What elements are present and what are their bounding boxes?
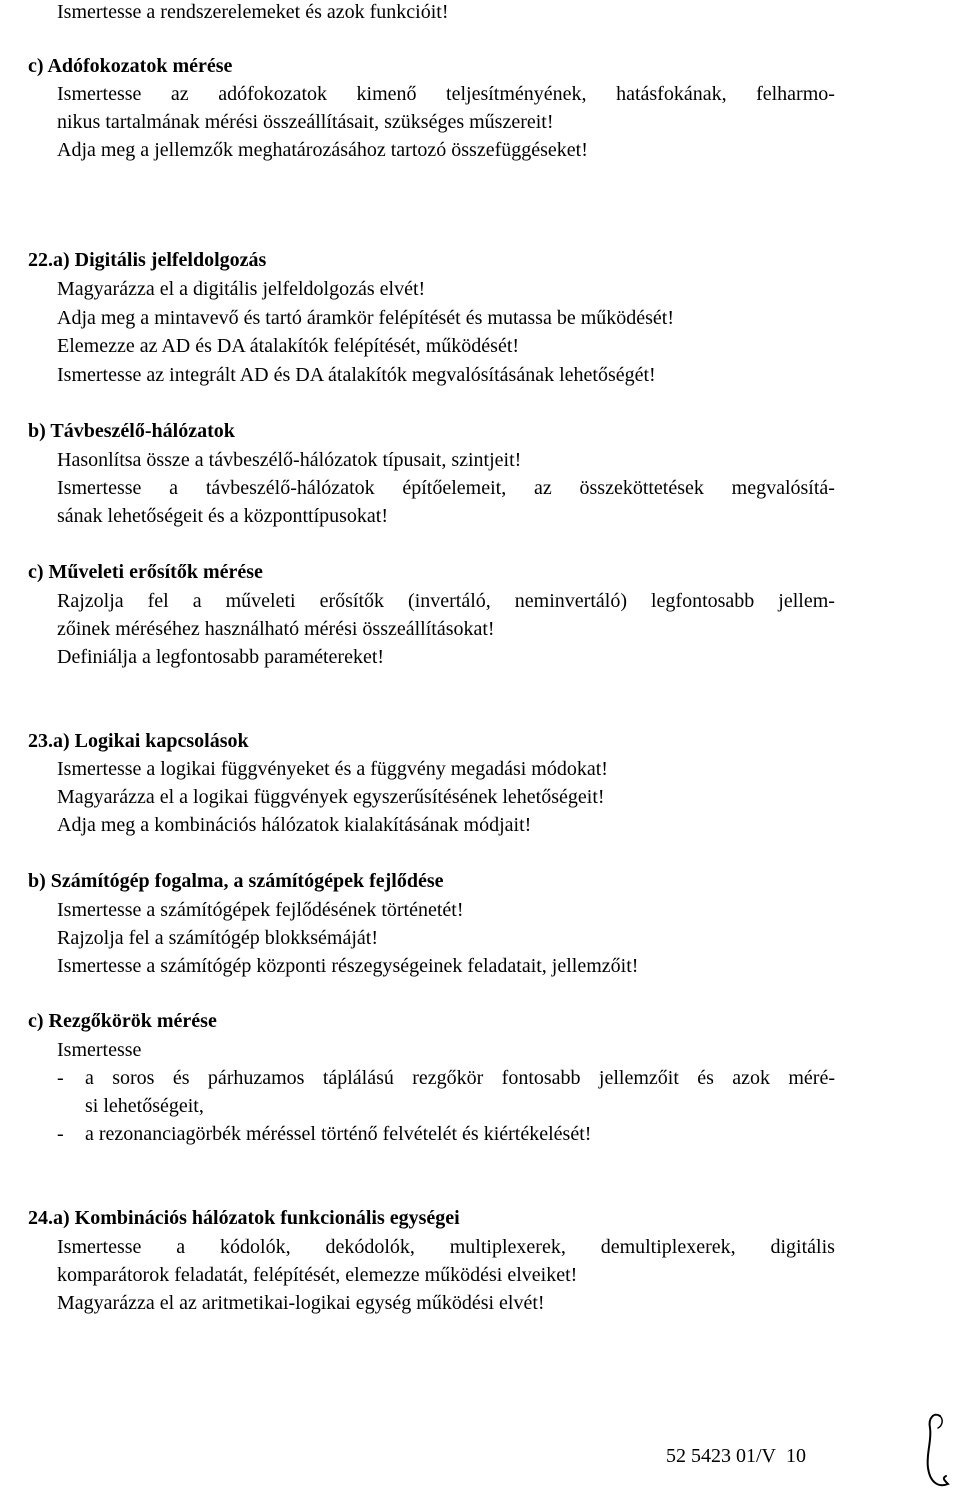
word: kódolók, [220,1236,291,1258]
q21c-line1 [57,82,835,106]
word: Ismertesse [57,83,142,105]
q22a-line: Elemezze az AD és DA átalakítók felépítését, működését! [57,335,520,357]
word: építőelemeit, [402,477,507,499]
q21c-line3: Adja meg a jellemzők meghatározásához tartozó összefüggéseket! [57,139,588,161]
q23c-item2: a rezonanciagörbék méréssel történő felvételét és kiértékelését! [85,1123,592,1145]
q24a-title: Kombinációs hálózatok funkcionális egységei [74,1207,460,1229]
word: jellemzőit [598,1067,679,1089]
q23c-intro: Ismertesse [57,1039,142,1061]
word: digitális [770,1236,835,1258]
q23a-label: 23.a) [28,730,75,752]
word: hatásfokának, [616,83,727,105]
word: táplálású [322,1067,394,1089]
q23c-title: Rezgőkörök mérése [48,1010,217,1032]
q23c-item1-line1 [85,1066,835,1090]
q23c-label: c) [28,1010,49,1032]
q22c-line2: zőinek méréséhez használható mérési összeállításokat! [57,618,495,640]
q21c-label: c) [28,55,48,77]
q22c-heading [28,560,263,584]
q23c-heading [28,1009,217,1033]
q22c-label: c) [28,561,49,583]
q22c-line3: Definiálja a legfontosabb paramétereket! [57,646,385,668]
q23b-title: Számítógép fogalma, a számítógépek fejlődése [50,870,444,892]
word: legfontosabb [650,590,755,612]
word: Rajzolja [57,590,124,612]
q22a-line: Adja meg a mintavevő és tartó áramkör felépítését és mutassa be működését! [57,307,675,329]
q23b-label: b) [28,870,51,892]
signature-mark [918,1410,958,1490]
q23a-line: Ismertesse a logikai függvényeket és a függvény megadási módokat! [57,758,608,780]
q22a-line: Ismertesse az integrált AD és DA átalakítók megvalósításának lehetőségét! [57,364,656,386]
list-dash: - [57,1123,64,1145]
word: neminvertáló) [514,590,627,612]
word: a [85,1067,94,1089]
q24a-line2: komparátorok feladatát, felépítését, elemezze működési elveiket! [57,1264,578,1286]
word: adófokozatok [218,83,328,105]
word: a [169,477,179,499]
word: és [697,1067,714,1089]
word: megvalósítá- [731,477,835,499]
q23b-line: Ismertesse a számítógépek fejlődésének történetét! [57,899,464,921]
q23a-line: Magyarázza el a logikai függvények egyszerűsítésének lehetőségeit! [57,786,605,808]
q22b-line1: Hasonlítsa össze a távbeszélő-hálózatok típusait, szintjeit! [57,449,522,471]
q24a-label: 24.a) [28,1207,75,1229]
q22c-title: Műveleti erősítők mérése [48,561,263,583]
q22b-heading [28,419,235,443]
q22c-line1 [57,589,835,613]
word: azok [732,1067,771,1089]
q24a-heading [28,1206,460,1230]
q23a-line: Adja meg a kombinációs hálózatok kialakításának módjait! [57,814,532,836]
word: jellem- [778,590,835,612]
word: párhuzamos [207,1067,305,1089]
word: összeköttetések [579,477,704,499]
word: soros [112,1067,155,1089]
q24a-line1 [57,1235,835,1259]
q22a-title: Digitális jelfeldolgozás [74,249,267,271]
page-footer [666,1444,806,1468]
word: felharmo- [756,83,835,105]
word: teljesítményének, [446,83,587,105]
word: méré- [788,1067,835,1089]
document-code: 52 5423 01/V [666,1445,776,1467]
q22a-heading [28,248,266,272]
word: és [172,1067,190,1089]
word: demultiplexerek, [600,1236,736,1258]
q24a-line3: Magyarázza el az aritmetikai-logikai egység működési elvét! [57,1292,545,1314]
word: erősítők [319,590,385,612]
q21c-heading [28,54,232,78]
top-line: Ismertesse a rendszerelemeket és azok funkcióit! [57,1,449,23]
q22b-label: b) [28,420,51,442]
list-dash: - [57,1067,64,1089]
page-number: 10 [786,1445,806,1467]
word: multiplexerek, [449,1236,566,1258]
q22b-line2 [57,476,835,500]
word: dekódolók, [325,1236,415,1258]
q23b-heading [28,869,444,893]
word: fontosabb [501,1067,581,1089]
word: kimenő [356,83,417,105]
word: az [170,83,189,105]
word: Ismertesse [57,477,142,499]
word: (invertáló, [408,590,491,612]
q21c-line2: nikus tartalmának mérési összeállításait, szükséges műszereit! [57,111,554,133]
word: műveleti [225,590,296,612]
q22a-line: Magyarázza el a digitális jelfeldolgozás elvét! [57,278,426,300]
word: távbeszélő-hálózatok [205,477,375,499]
word: rezgőkör [412,1067,484,1089]
q23a-heading [28,729,249,753]
q23b-line: Rajzolja fel a számítógép blokksémáját! [57,927,378,949]
q23c-item1-line2: si lehetőségeit, [85,1095,204,1117]
word: a [176,1236,186,1258]
word: a [192,590,202,612]
q22b-title: Távbeszélő-hálózatok [50,420,235,442]
q22a-label: 22.a) [28,249,75,271]
q23b-line: Ismertesse a számítógép központi részegységeinek feladatait, jellemzőit! [57,955,639,977]
q21c-title: Adófokozatok mérése [47,55,233,77]
word: Ismertesse [57,1236,142,1258]
word: az [533,477,552,499]
word: fel [147,590,169,612]
q23a-title: Logikai kapcsolások [74,730,249,752]
q22b-line3: sának lehetőségeit és a központtípusokat! [57,505,389,527]
